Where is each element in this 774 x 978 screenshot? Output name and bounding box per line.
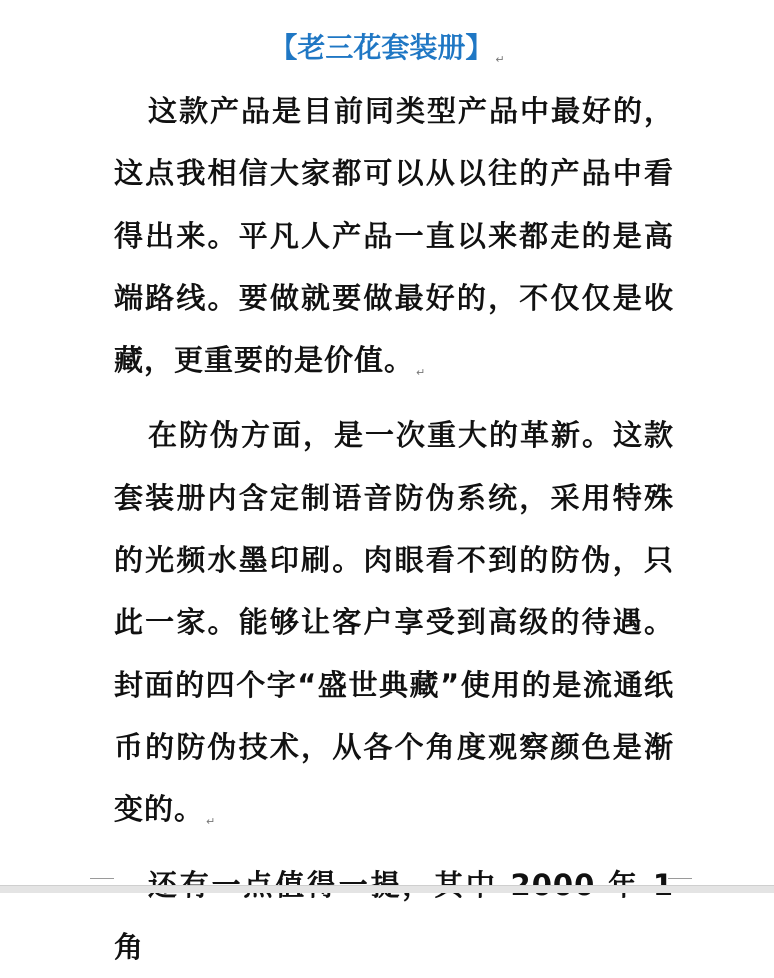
paragraph	[114, 80, 674, 404]
page-corner-mark-left	[90, 878, 114, 879]
paragraph	[114, 404, 674, 853]
paragraph-text: 在防伪方面，是一次重大的革新。这款套装册内含定制语音防伪系统，采用特殊的光频水墨印刷。肉眼看不到的防伪，只此一家。能够让客户享受到高级的待遇。封面的四个字“盛世典藏”使用的是流通纸币的防伪技术，从各个角度观察颜色是渐变的。	[114, 418, 674, 827]
paragraph-mark-icon: ↵	[206, 815, 217, 829]
page-gap-bar	[0, 885, 774, 893]
paragraph-text: 角	[114, 929, 145, 964]
page-corner-mark-right	[668, 878, 692, 879]
document-title: 【老三花套装册】	[269, 31, 494, 64]
paragraph-text: 这款产品是目前同类型产品中最好的，这点我相信大家都可以从以往的产品中看得出来。平凡人产品一直以来都走的是高端路线。要做就要做最好的，不仅仅是收藏，更重要的是价值。	[114, 94, 674, 378]
paragraph-mark-icon: ↵	[416, 366, 427, 380]
paragraph-mark-icon: ↵	[495, 53, 505, 66]
document-body	[114, 80, 674, 978]
document-title-line	[0, 30, 774, 78]
paragraph	[114, 854, 674, 978]
